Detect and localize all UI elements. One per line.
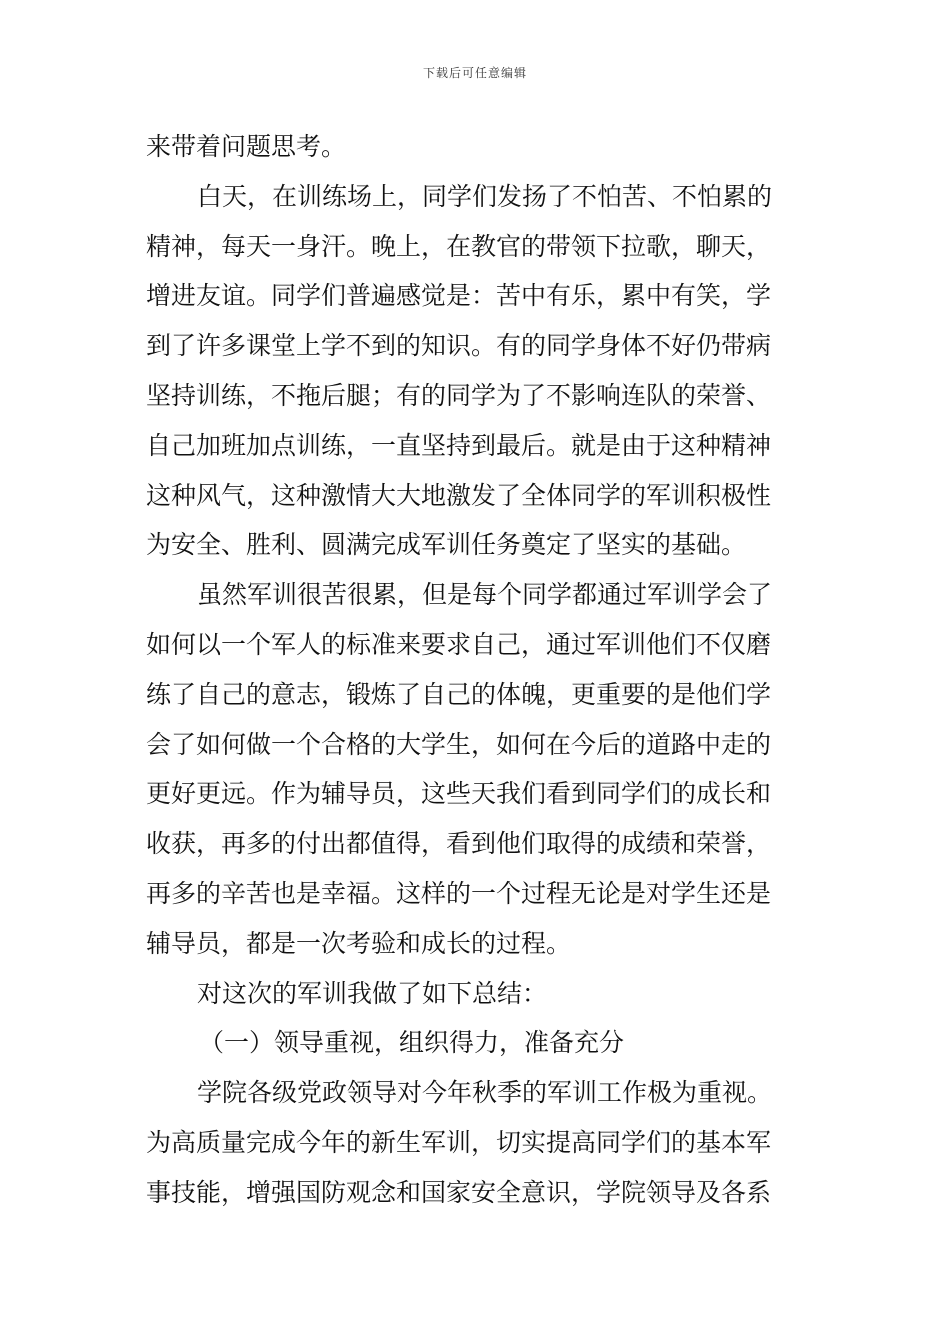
text-line: 到了许多课堂上学不到的知识。有的同学身体不好仍带病 <box>146 331 772 361</box>
page-header: 下载后可任意编辑 <box>422 66 527 80</box>
section-heading: （一）领导重视，组织得力，准备充分 <box>199 1028 625 1058</box>
text-line: 事技能，增强国防观念和国家安全意识，学院领导及各系 <box>146 1177 772 1207</box>
text-line: 增进友谊。同学们普遍感觉是：苦中有乐，累中有笑，学 <box>146 281 772 311</box>
text-line: 自己加班加点训练，一直坚持到最后。就是由于这种精神 <box>146 430 772 460</box>
text-line: 来带着问题思考。 <box>146 132 347 161</box>
document-body <box>146 122 806 1218</box>
text-line: 更好更远。作为辅导员，这些天我们看到同学们的成长和 <box>146 779 772 809</box>
paragraph-first-line: 虽然军训很苦很累，但是每个同学都通过军训学会了 <box>197 580 773 610</box>
text-line: 精神，每天一身汗。晚上，在教官的带领下拉歌，聊天， <box>146 231 772 261</box>
text-line: 再多的辛苦也是幸福。这样的一个过程无论是对学生还是 <box>146 878 772 908</box>
text-line: 为安全、胜利、圆满完成军训任务奠定了坚实的基础。 <box>146 530 747 560</box>
paragraph-first-line: 白天，在训练场上，同学们发扬了不怕苦、不怕累的 <box>197 181 773 211</box>
paragraph-first-line: 对这次的军训我做了如下总结： <box>197 978 548 1008</box>
text-line: 练了自己的意志，锻炼了自己的体魄，更重要的是他们学 <box>146 679 772 709</box>
text-line: 为高质量完成今年的新生军训，切实提高同学们的基本军 <box>146 1127 772 1157</box>
text-line: 坚持训练，不拖后腿；有的同学为了不影响连队的荣誉、 <box>146 380 772 410</box>
text-line: 收获，再多的付出都值得，看到他们取得的成绩和荣誉， <box>146 829 772 859</box>
text-line: 如何以一个军人的标准来要求自己，通过军训他们不仅磨 <box>146 629 772 659</box>
text-line: 会了如何做一个合格的大学生，如何在今后的道路中走的 <box>146 729 772 759</box>
text-line: 辅导员，都是一次考验和成长的过程。 <box>146 928 572 958</box>
text-line: 这种风气，这种激情大大地激发了全体同学的军训积极性 <box>146 480 772 510</box>
paragraph-first-line: 学院各级党政领导对今年秋季的军训工作极为重视。 <box>197 1078 773 1108</box>
